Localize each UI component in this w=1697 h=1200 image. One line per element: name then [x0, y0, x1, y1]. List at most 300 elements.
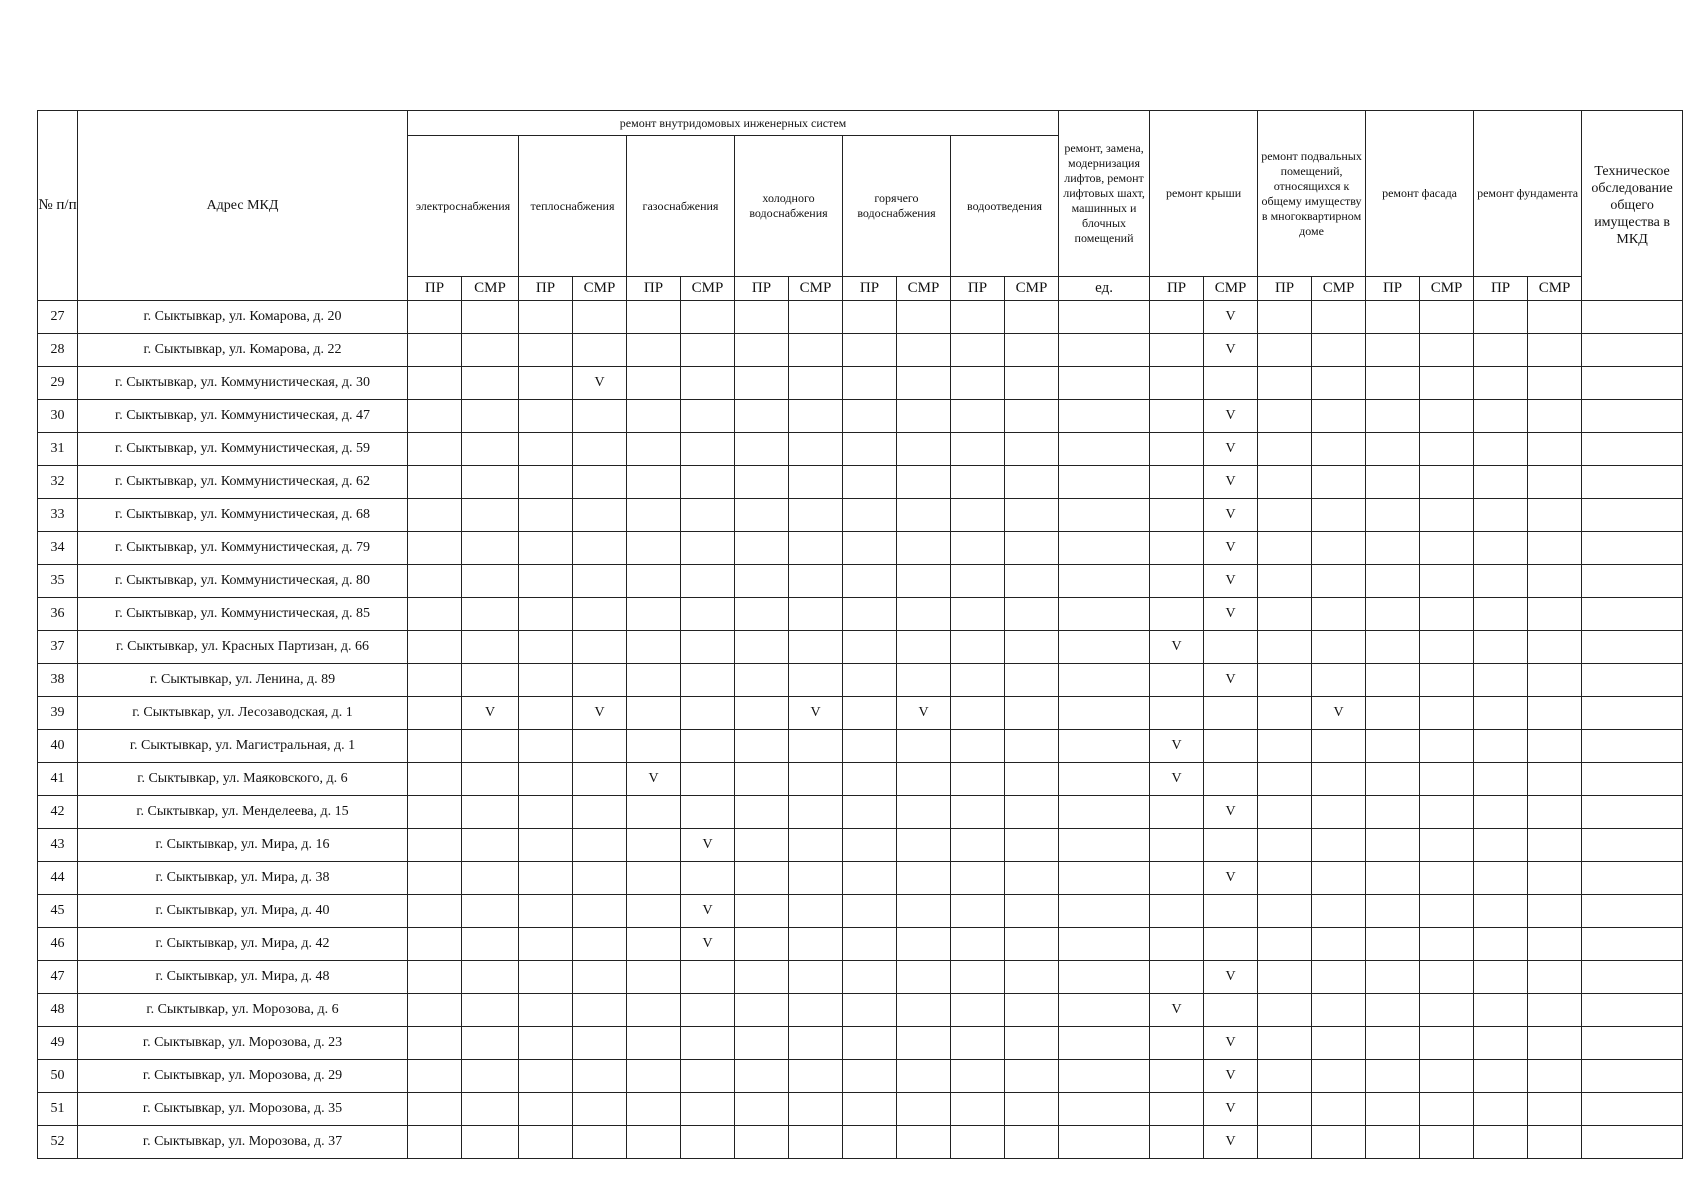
row-mark-cell — [627, 829, 681, 862]
row-mark-cell — [627, 598, 681, 631]
subheader-smr-14: СМР — [1204, 277, 1258, 301]
subheader-pr-2: ПР — [519, 277, 573, 301]
row-mark-cell — [897, 433, 951, 466]
row-mark-cell — [1059, 367, 1150, 400]
row-mark-cell — [519, 1060, 573, 1093]
row-mark-cell — [462, 961, 519, 994]
subheader-pr-8: ПР — [843, 277, 897, 301]
header-heating: теплоснабжения — [519, 136, 627, 277]
row-mark-cell — [1474, 433, 1528, 466]
row-mark-cell — [1312, 796, 1366, 829]
row-mark-cell — [1582, 367, 1683, 400]
row-number: 52 — [38, 1126, 78, 1159]
row-mark-cell — [519, 730, 573, 763]
header-address: Адрес МКД — [78, 111, 408, 301]
row-mark-cell — [1366, 1093, 1420, 1126]
header-foundation: ремонт фундамента — [1474, 111, 1582, 277]
row-mark-cell — [1420, 829, 1474, 862]
row-mark-cell — [573, 829, 627, 862]
row-mark-cell — [1474, 697, 1528, 730]
row-mark-cell — [897, 664, 951, 697]
subheader-smr-20: СМР — [1528, 277, 1582, 301]
row-mark-cell — [1420, 499, 1474, 532]
subheader-smr-1: СМР — [462, 277, 519, 301]
row-mark-cell — [681, 631, 735, 664]
row-mark-cell — [462, 301, 519, 334]
row-number: 40 — [38, 730, 78, 763]
row-mark-cell — [1420, 697, 1474, 730]
row-mark-cell: V — [1312, 697, 1366, 730]
row-mark-cell — [1420, 301, 1474, 334]
row-mark-cell — [1059, 1126, 1150, 1159]
row-mark-cell — [573, 796, 627, 829]
header-technical-survey: Техническое обследование общего имущества в МКД — [1582, 111, 1683, 301]
row-mark-cell — [1005, 862, 1059, 895]
row-mark-cell — [1528, 829, 1582, 862]
table-row — [38, 532, 1683, 565]
row-mark-cell — [1420, 928, 1474, 961]
row-mark-cell — [951, 1060, 1005, 1093]
row-mark-cell — [843, 862, 897, 895]
row-mark-cell: V — [1204, 532, 1258, 565]
row-mark-cell — [1474, 367, 1528, 400]
row-mark-cell — [573, 928, 627, 961]
row-mark-cell: V — [1204, 433, 1258, 466]
row-mark-cell — [1258, 1126, 1312, 1159]
row-mark-cell — [1005, 697, 1059, 730]
row-mark-cell — [1059, 1060, 1150, 1093]
row-mark-cell: V — [1204, 796, 1258, 829]
row-mark-cell — [1420, 664, 1474, 697]
row-address: г. Сыктывкар, ул. Лесозаводская, д. 1 — [78, 697, 408, 730]
row-address: г. Сыктывкар, ул. Ленина, д. 89 — [78, 664, 408, 697]
table-row — [38, 598, 1683, 631]
row-mark-cell — [627, 367, 681, 400]
row-mark-cell — [897, 334, 951, 367]
row-mark-cell — [1150, 895, 1204, 928]
row-mark-cell — [1420, 1126, 1474, 1159]
row-mark-cell — [843, 796, 897, 829]
row-number: 38 — [38, 664, 78, 697]
row-mark-cell — [1204, 928, 1258, 961]
row-mark-cell — [1204, 367, 1258, 400]
row-mark-cell — [573, 994, 627, 1027]
row-address: г. Сыктывкар, ул. Коммунистическая, д. 47 — [78, 400, 408, 433]
row-mark-cell — [1582, 1060, 1683, 1093]
row-mark-cell — [951, 1093, 1005, 1126]
row-mark-cell — [1582, 1126, 1683, 1159]
row-mark-cell — [843, 367, 897, 400]
row-mark-cell — [843, 532, 897, 565]
row-mark-cell — [1528, 895, 1582, 928]
row-mark-cell — [843, 928, 897, 961]
row-mark-cell — [573, 400, 627, 433]
row-mark-cell — [681, 862, 735, 895]
row-address: г. Сыктывкар, ул. Морозова, д. 6 — [78, 994, 408, 1027]
row-address: г. Сыктывкар, ул. Комарова, д. 22 — [78, 334, 408, 367]
row-mark-cell — [735, 829, 789, 862]
row-mark-cell — [573, 598, 627, 631]
row-mark-cell — [843, 301, 897, 334]
row-mark-cell — [735, 565, 789, 598]
row-mark-cell — [951, 1126, 1005, 1159]
row-mark-cell — [462, 994, 519, 1027]
row-mark-cell — [1366, 928, 1420, 961]
row-mark-cell — [462, 1027, 519, 1060]
row-mark-cell — [735, 862, 789, 895]
row-mark-cell — [408, 400, 462, 433]
row-mark-cell — [1258, 334, 1312, 367]
table-row — [38, 1027, 1683, 1060]
row-mark-cell — [735, 532, 789, 565]
row-mark-cell — [1420, 1060, 1474, 1093]
row-mark-cell — [1420, 367, 1474, 400]
row-mark-cell — [1059, 961, 1150, 994]
row-mark-cell — [951, 499, 1005, 532]
row-mark-cell — [1258, 400, 1312, 433]
row-mark-cell — [681, 334, 735, 367]
row-mark-cell — [408, 565, 462, 598]
row-mark-cell — [1258, 895, 1312, 928]
row-mark-cell — [1366, 433, 1420, 466]
row-mark-cell — [462, 433, 519, 466]
row-mark-cell — [1258, 829, 1312, 862]
row-mark-cell — [897, 796, 951, 829]
row-mark-cell — [1582, 730, 1683, 763]
row-mark-cell — [1150, 1027, 1204, 1060]
row-mark-cell — [1005, 730, 1059, 763]
row-mark-cell — [1528, 532, 1582, 565]
row-mark-cell — [681, 499, 735, 532]
row-mark-cell — [408, 961, 462, 994]
subheader-pr-15: ПР — [1258, 277, 1312, 301]
row-mark-cell — [735, 961, 789, 994]
row-mark-cell — [1005, 433, 1059, 466]
row-mark-cell — [1528, 466, 1582, 499]
row-mark-cell — [519, 367, 573, 400]
row-mark-cell — [519, 763, 573, 796]
row-mark-cell — [1582, 862, 1683, 895]
row-mark-cell — [735, 466, 789, 499]
row-mark-cell — [789, 1060, 843, 1093]
header-gas: газоснабжения — [627, 136, 735, 277]
row-mark-cell — [1059, 532, 1150, 565]
row-mark-cell — [843, 1060, 897, 1093]
row-mark-cell — [1474, 466, 1528, 499]
row-mark-cell — [1312, 730, 1366, 763]
row-mark-cell — [627, 862, 681, 895]
row-mark-cell — [408, 1060, 462, 1093]
row-mark-cell — [1150, 499, 1204, 532]
row-mark-cell — [1582, 928, 1683, 961]
row-mark-cell — [843, 1027, 897, 1060]
row-mark-cell: V — [789, 697, 843, 730]
row-mark-cell — [519, 466, 573, 499]
row-mark-cell — [1420, 1093, 1474, 1126]
row-mark-cell: V — [1204, 1093, 1258, 1126]
row-mark-cell — [1582, 697, 1683, 730]
row-mark-cell — [1528, 730, 1582, 763]
header-hot-water: горячего водоснабжения — [843, 136, 951, 277]
row-mark-cell — [735, 631, 789, 664]
row-mark-cell — [1005, 301, 1059, 334]
row-mark-cell — [1528, 994, 1582, 1027]
row-mark-cell — [408, 367, 462, 400]
row-mark-cell — [951, 961, 1005, 994]
row-mark-cell: V — [1204, 334, 1258, 367]
row-mark-cell — [1474, 895, 1528, 928]
row-mark-cell — [897, 862, 951, 895]
table-row — [38, 400, 1683, 433]
row-mark-cell — [681, 1027, 735, 1060]
row-mark-cell — [462, 1126, 519, 1159]
row-mark-cell — [1528, 1093, 1582, 1126]
row-mark-cell — [681, 961, 735, 994]
row-mark-cell — [462, 400, 519, 433]
row-mark-cell — [1366, 334, 1420, 367]
row-mark-cell — [1474, 928, 1528, 961]
row-mark-cell — [951, 598, 1005, 631]
row-mark-cell — [789, 928, 843, 961]
row-mark-cell — [627, 796, 681, 829]
row-mark-cell — [1312, 829, 1366, 862]
row-mark-cell — [951, 1027, 1005, 1060]
row-mark-cell — [1059, 862, 1150, 895]
row-mark-cell — [519, 829, 573, 862]
row-mark-cell — [573, 1126, 627, 1159]
row-mark-cell — [1258, 697, 1312, 730]
row-number: 50 — [38, 1060, 78, 1093]
row-mark-cell — [1312, 598, 1366, 631]
row-mark-cell — [1150, 664, 1204, 697]
row-mark-cell — [897, 1126, 951, 1159]
row-mark-cell — [1366, 301, 1420, 334]
row-mark-cell — [1582, 334, 1683, 367]
row-address: г. Сыктывкар, ул. Морозова, д. 37 — [78, 1126, 408, 1159]
table-row — [38, 697, 1683, 730]
row-mark-cell — [735, 367, 789, 400]
row-mark-cell — [951, 664, 1005, 697]
row-mark-cell — [1312, 532, 1366, 565]
row-mark-cell — [627, 631, 681, 664]
row-mark-cell — [843, 763, 897, 796]
row-mark-cell — [843, 400, 897, 433]
row-mark-cell — [1005, 961, 1059, 994]
subheader-smr-7: СМР — [789, 277, 843, 301]
row-mark-cell — [1528, 499, 1582, 532]
row-mark-cell — [1528, 565, 1582, 598]
row-number: 29 — [38, 367, 78, 400]
row-mark-cell — [1059, 1093, 1150, 1126]
row-mark-cell — [1312, 763, 1366, 796]
row-mark-cell — [1258, 301, 1312, 334]
row-number: 48 — [38, 994, 78, 1027]
row-mark-cell — [462, 895, 519, 928]
row-mark-cell — [843, 466, 897, 499]
row-mark-cell — [627, 1060, 681, 1093]
row-mark-cell — [519, 565, 573, 598]
row-mark-cell — [1420, 895, 1474, 928]
row-mark-cell — [1005, 994, 1059, 1027]
row-mark-cell — [1582, 961, 1683, 994]
subheader-pr-10: ПР — [951, 277, 1005, 301]
row-mark-cell — [735, 499, 789, 532]
row-mark-cell — [1366, 961, 1420, 994]
row-mark-cell — [627, 895, 681, 928]
row-mark-cell — [789, 796, 843, 829]
row-mark-cell — [1005, 532, 1059, 565]
row-mark-cell — [1150, 301, 1204, 334]
row-mark-cell — [681, 598, 735, 631]
row-mark-cell — [1366, 664, 1420, 697]
row-mark-cell — [1528, 301, 1582, 334]
row-mark-cell — [1059, 631, 1150, 664]
row-mark-cell — [1204, 895, 1258, 928]
row-mark-cell — [1528, 928, 1582, 961]
row-number: 33 — [38, 499, 78, 532]
table-row — [38, 1060, 1683, 1093]
row-mark-cell — [1258, 433, 1312, 466]
row-mark-cell — [627, 301, 681, 334]
row-mark-cell — [462, 499, 519, 532]
row-mark-cell — [1059, 664, 1150, 697]
row-mark-cell — [1312, 433, 1366, 466]
row-address: г. Сыктывкар, ул. Комарова, д. 20 — [78, 301, 408, 334]
row-mark-cell — [1582, 664, 1683, 697]
row-mark-cell — [681, 301, 735, 334]
row-mark-cell — [1420, 961, 1474, 994]
row-mark-cell — [1582, 994, 1683, 1027]
row-mark-cell — [1150, 1093, 1204, 1126]
row-mark-cell — [519, 532, 573, 565]
row-mark-cell — [1258, 1093, 1312, 1126]
row-mark-cell — [1528, 334, 1582, 367]
row-mark-cell — [789, 499, 843, 532]
row-mark-cell — [843, 730, 897, 763]
row-mark-cell — [735, 400, 789, 433]
row-mark-cell: V — [573, 367, 627, 400]
repair-schedule-table — [37, 110, 1683, 1159]
row-mark-cell — [1312, 1060, 1366, 1093]
row-mark-cell — [1366, 895, 1420, 928]
row-mark-cell — [1150, 400, 1204, 433]
row-mark-cell — [1150, 961, 1204, 994]
row-mark-cell — [462, 631, 519, 664]
row-mark-cell — [519, 631, 573, 664]
row-mark-cell — [1312, 466, 1366, 499]
row-mark-cell — [519, 796, 573, 829]
row-mark-cell — [789, 301, 843, 334]
row-mark-cell — [1528, 631, 1582, 664]
row-mark-cell: V — [897, 697, 951, 730]
row-mark-cell — [681, 994, 735, 1027]
row-mark-cell — [408, 631, 462, 664]
row-mark-cell — [573, 1093, 627, 1126]
row-mark-cell — [735, 1093, 789, 1126]
row-mark-cell — [1059, 598, 1150, 631]
row-number: 43 — [38, 829, 78, 862]
row-mark-cell: V — [681, 895, 735, 928]
row-mark-cell — [1059, 994, 1150, 1027]
row-mark-cell — [1005, 763, 1059, 796]
row-mark-cell — [1312, 961, 1366, 994]
table-row — [38, 367, 1683, 400]
row-address: г. Сыктывкар, ул. Коммунистическая, д. 30 — [78, 367, 408, 400]
header-engineering-systems: ремонт внутридомовых инженерных систем — [408, 111, 1059, 136]
table-row — [38, 499, 1683, 532]
row-mark-cell — [897, 565, 951, 598]
row-mark-cell — [789, 466, 843, 499]
row-mark-cell — [627, 1126, 681, 1159]
row-mark-cell — [1059, 928, 1150, 961]
row-mark-cell — [1258, 994, 1312, 1027]
row-address: г. Сыктывкар, ул. Мира, д. 16 — [78, 829, 408, 862]
row-mark-cell — [408, 829, 462, 862]
row-mark-cell — [627, 565, 681, 598]
row-mark-cell — [519, 301, 573, 334]
row-mark-cell — [1005, 400, 1059, 433]
row-mark-cell — [1582, 433, 1683, 466]
row-mark-cell — [951, 532, 1005, 565]
row-mark-cell — [843, 961, 897, 994]
row-mark-cell — [1366, 730, 1420, 763]
row-mark-cell — [789, 862, 843, 895]
row-mark-cell — [735, 994, 789, 1027]
row-mark-cell — [408, 994, 462, 1027]
row-mark-cell — [1059, 301, 1150, 334]
row-mark-cell — [408, 499, 462, 532]
row-mark-cell: V — [1204, 400, 1258, 433]
row-mark-cell — [789, 895, 843, 928]
row-mark-cell — [1059, 499, 1150, 532]
row-mark-cell — [627, 532, 681, 565]
header-roof: ремонт крыши — [1150, 111, 1258, 277]
row-mark-cell — [519, 433, 573, 466]
repair-schedule-sheet — [37, 110, 1683, 1159]
row-mark-cell — [573, 763, 627, 796]
row-mark-cell — [408, 1126, 462, 1159]
row-mark-cell — [1150, 928, 1204, 961]
row-mark-cell — [1582, 631, 1683, 664]
table-row — [38, 829, 1683, 862]
row-address: г. Сыктывкар, ул. Мира, д. 48 — [78, 961, 408, 994]
row-mark-cell — [1059, 1027, 1150, 1060]
row-mark-cell — [735, 433, 789, 466]
row-mark-cell — [1059, 829, 1150, 862]
row-mark-cell — [408, 895, 462, 928]
row-mark-cell — [627, 664, 681, 697]
row-mark-cell — [843, 433, 897, 466]
table-row — [38, 994, 1683, 1027]
row-mark-cell — [573, 466, 627, 499]
table-row — [38, 466, 1683, 499]
row-mark-cell — [1258, 1027, 1312, 1060]
row-mark-cell — [897, 499, 951, 532]
row-mark-cell — [1258, 499, 1312, 532]
row-mark-cell — [951, 994, 1005, 1027]
row-mark-cell — [1312, 631, 1366, 664]
row-mark-cell — [1150, 466, 1204, 499]
row-mark-cell — [1582, 895, 1683, 928]
subheader-unit-12: ед. — [1059, 277, 1150, 301]
row-mark-cell — [462, 928, 519, 961]
row-mark-cell — [1059, 400, 1150, 433]
row-mark-cell — [408, 433, 462, 466]
row-mark-cell — [462, 598, 519, 631]
row-mark-cell — [1474, 631, 1528, 664]
row-mark-cell — [1366, 499, 1420, 532]
row-mark-cell — [1420, 598, 1474, 631]
